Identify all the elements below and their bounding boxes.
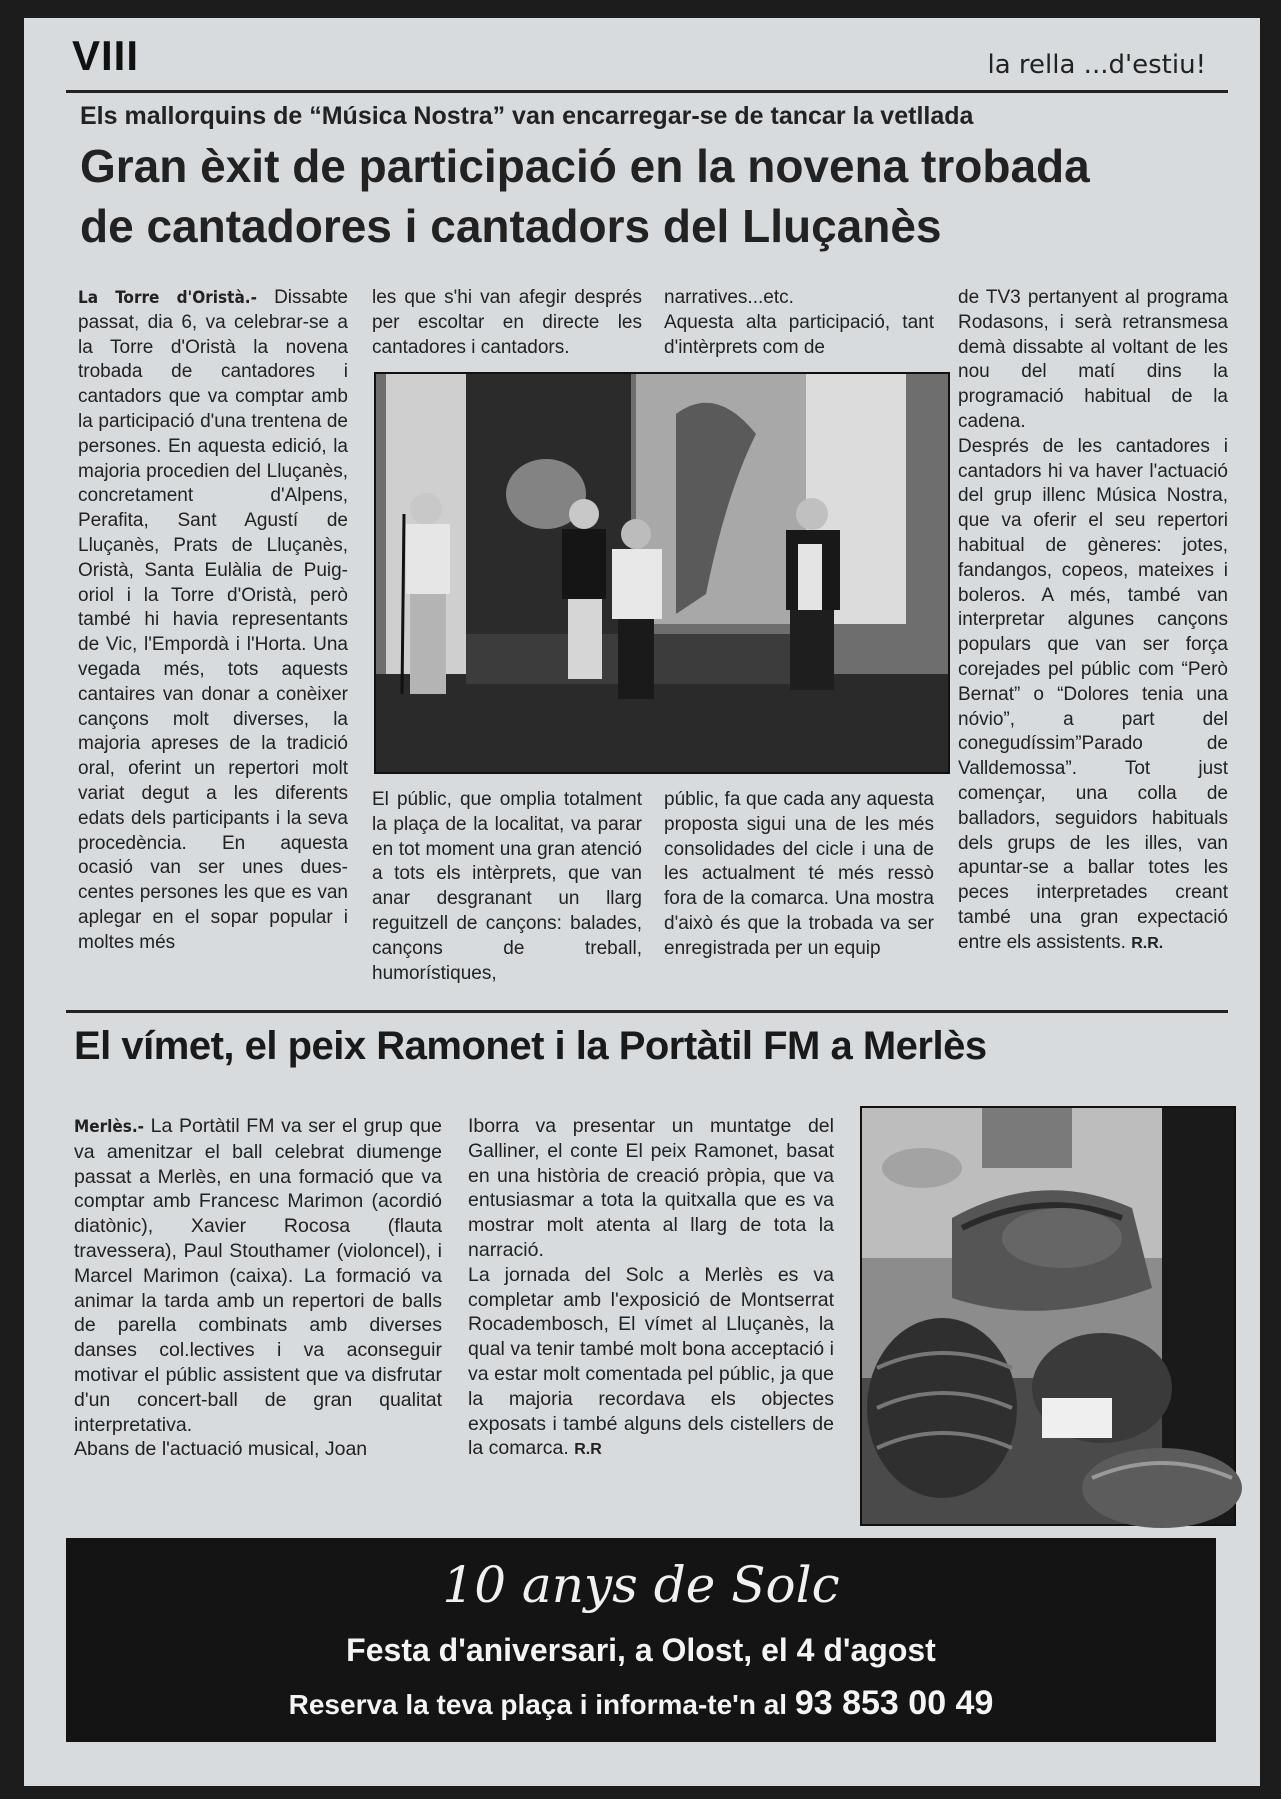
article2-signature: R.R <box>574 1441 602 1459</box>
section-rule <box>66 1010 1228 1013</box>
article1-headline-line2: de cantadores i cantadors del Lluçanès <box>80 200 942 252</box>
anniversary-banner <box>66 1538 1216 1742</box>
article2-col1-text: La Portàtil FM va ser el grup que va amenitzar el ball celebrat diumenge passat a Merlès, en una formació que va comptar amb Francesc Marimon (acordió diatònic), Xavier Rocosa (flauta travessera), Paul Stouthamer (violoncel), i Marcel Marimon (caixa). La formació va animar la tarda amb un repertori de balls de parella combinats amb diverses danses col.lectives i va aconseguir motivar el públic assistent que va disfrutar d'un concert-ball de gran qualitat interpretativa. <box>74 1115 442 1436</box>
article1-col4-text-1: de TV3 pertanyent al programa Rodasons, i serà retransmesa demà dissabte al voltant de les nou del matí dins la programació habitual de la cadena. <box>958 287 1228 432</box>
article1-headline <box>80 136 1240 256</box>
article1-col3-top-text-1: narratives...etc. <box>664 287 794 308</box>
article2-headline: El vímet, el peix Ramonet i la Portàtil FM a Merlès <box>74 1024 987 1068</box>
banner-contact <box>66 1684 1216 1723</box>
article1-kicker: Els mallorquins de “Música Nostra” van encarregar-se de tancar la vetllada <box>80 102 974 130</box>
photo-baskets-illustration <box>862 1108 1234 1524</box>
banner-phone-number: 93 853 00 49 <box>794 1684 994 1722</box>
article2-col1-text-2: Abans de l'actuació musical, Joan <box>74 1438 368 1461</box>
article2-column-1 <box>74 1114 442 1534</box>
publication-name: la rella ...d'estiu! <box>987 50 1206 80</box>
article2-col2-text-1: Iborra va presentar un muntatge del Galliner, el conte El peix Ramonet, basat en una història de creació pròpia, que va entusiasmar a tota la quitxalla que es va mostrar molt atenta al llarg de tota la narració. <box>468 1115 834 1261</box>
banner-title: 10 anys de Solc <box>442 1556 840 1614</box>
article1-column-2-bottom <box>372 788 642 1010</box>
photo-wicker-baskets <box>860 1106 1236 1526</box>
header-rule <box>66 90 1228 93</box>
photo-stage-illustration <box>376 374 948 772</box>
article1-col2-top-text: les que s'hi van afegir després per escoltar en directe les cantadores i cantadors. <box>372 287 642 358</box>
article1-column-2-top <box>372 286 642 358</box>
article1-col2-bottom-text: El públic, que omplia totalment la plaça de la localitat, va parar en tot moment una gran atenció a tots els intèrprets, que van anar desgranant un llarg reguitzell de cançons: balades, cançons de treball, humorístiques, <box>372 789 642 984</box>
article2-column-2 <box>468 1114 834 1534</box>
photo-children-singing <box>374 372 950 774</box>
article1-signature: R.R. <box>1131 934 1164 952</box>
article2-col2-text-2: La jornada del Solc a Merlès es va completar amb l'exposició de Montserrat Rocadembosch, El vímet al Lluçanès, la qual va tenir també molt bona acceptació i va estar molt comentada pel públic, ja que la majoria recordava els objectes exposats i també alguns dels cistellers de la comarca. <box>468 1263 834 1460</box>
article1-column-3-bottom <box>664 788 934 1010</box>
article1-column-3-top <box>664 286 934 358</box>
article1-column-1 <box>78 286 348 1008</box>
page-number: VIII <box>72 32 140 79</box>
article1-column-4 <box>958 286 1228 1010</box>
article1-col1-text: Dissabte passat, dia 6, va celebrar-se a la Torre d'Oristà la novena trobada de cantadores i cantadors que va comptar amb la participació d'una trentena de persones. En aquesta edició, la majoria procedien del Lluçanès, concretament d'Alpens, Perafita, Sant Agustí de Lluçanès, Prats de Lluçanès, Oristà, Santa Eulàlia de Puig-oriol i la Torre d'Oristà, però també hi havia representants de Vic, l'Empordà i l'Horta. Una vegada més, tots aquests cantaires van donar a conèixer cançons molt diverses, la majoria apreses de la tradició oral, oferint un repertori molt variat degut a les diferents edats dels participants i la seva procedència. En aquesta ocasió van ser unes dues-centes persones les que es van aplegar en el sopar popular i moltes més <box>78 287 348 953</box>
article1-dateline: La Torre d'Oristà.- <box>78 288 257 308</box>
article1-col4-text-2: Després de les cantadores i cantadors hi va haver l'actuació del grup illenc Música Nostra, que va oferir el seu repertori habitual de gèneres: jotes, fandangos, copeos, mateixes i boleros. A més, també van interpretar algunes cançons populars que van ser força corejades pel públic com “Però Bernat” o “Dolores tenia una nóvio”, a part del conegudíssim”Parado de Valldemossa”. Tot just començar, una colla de balladors, seguidors habituals dels grups de les illes, van apuntar-se a ballar totes les peces interpretades creant també una gran expectació entre els assistents. <box>958 435 1228 953</box>
article1-col3-top-text-2: Aquesta alta participació, tant d'intèrprets com de <box>664 311 934 358</box>
article1-headline-line1: Gran èxit de participació en la novena trobada <box>80 140 1090 192</box>
article2-dateline: Merlès.- <box>74 1117 145 1137</box>
banner-contact-text: Reserva la teva plaça i informa-te'n al <box>288 1689 788 1720</box>
article1-col3-bottom-text: públic, fa que cada any aquesta proposta sigui una de les més consolidades del cicle i una de les actualment té més ressò fora de la comarca. Una mostra d'això és que la trobada va ser enregistrada per un equip <box>664 789 934 959</box>
newspaper-page <box>24 18 1260 1786</box>
banner-subtitle: Festa d'aniversari, a Olost, el 4 d'agost <box>346 1632 936 1668</box>
